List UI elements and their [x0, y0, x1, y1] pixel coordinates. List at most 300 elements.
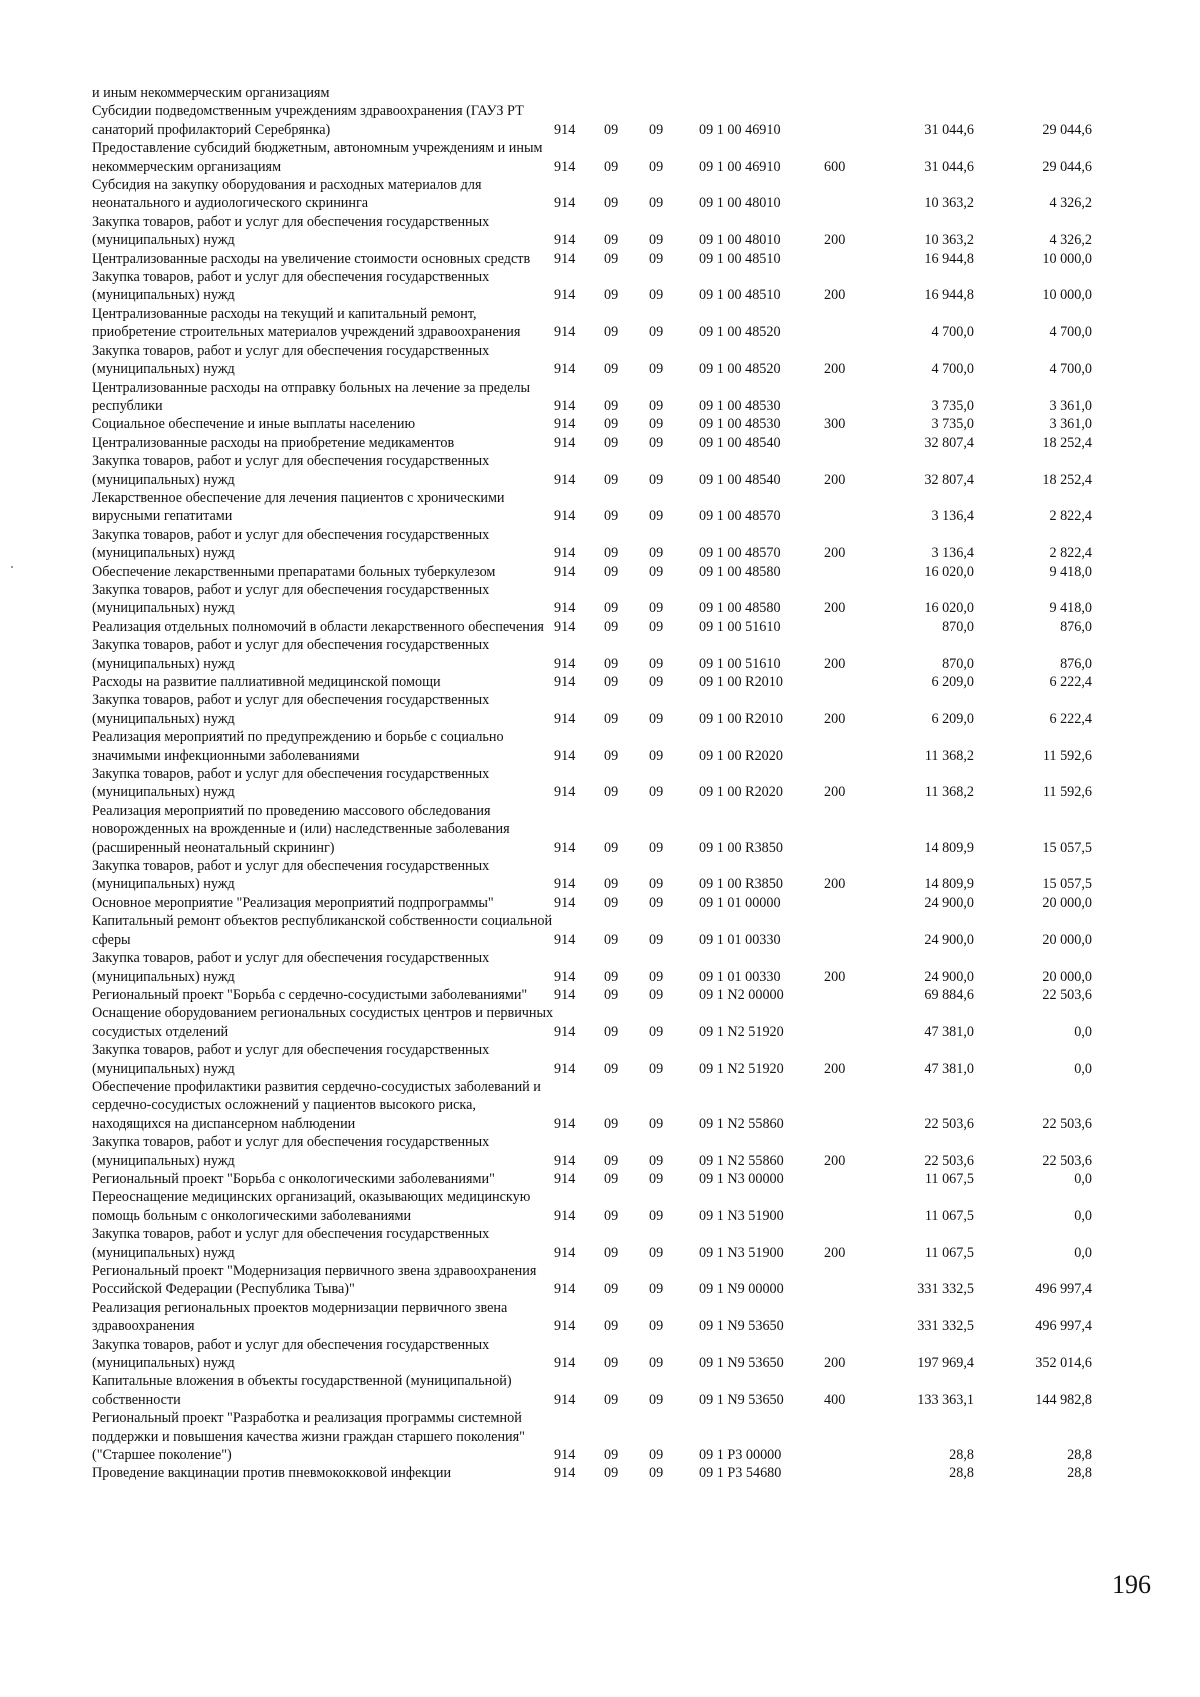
amount-year-2: 496 997,4: [1035, 1318, 1092, 1335]
ved-code: 914: [554, 1170, 576, 1187]
amount-year-1: 3 136,4: [931, 508, 974, 525]
amount-year-2: 0,0: [1074, 1244, 1092, 1261]
section-code: 09: [604, 710, 619, 727]
table-row: [92, 1299, 1092, 1336]
amount-year-2: 28,8: [1067, 1465, 1092, 1482]
expense-type-code: [824, 673, 864, 691]
expense-type-code: [824, 434, 864, 452]
target-article-code: 09 1 N9 53650: [699, 1318, 784, 1335]
row-name: Лекарственное обеспечение для лечения пациентов с хроническими вирусными гепатитами: [92, 489, 505, 525]
amount-year-1: 14 809,9: [924, 839, 974, 856]
expense-type-code: 200: [824, 1152, 846, 1169]
row-name: Реализация мероприятий по предупреждению и борьбе с социально значимыми инфекционными заболеваниями: [92, 729, 504, 764]
subsection-code: 09: [649, 121, 664, 138]
target-article-code: 09 1 00 R2010: [699, 710, 783, 727]
ved-code: 914: [554, 600, 576, 617]
subsection-code: 09: [649, 894, 664, 911]
amount-year-2: 15 057,5: [1042, 839, 1092, 856]
ved-code: 914: [554, 710, 576, 727]
table-row: [92, 102, 1092, 139]
table-row: [92, 268, 1092, 305]
scan-speck: [11, 566, 13, 568]
section-code: 09: [604, 287, 619, 304]
table-row: [92, 305, 1092, 342]
expense-type-code: 200: [824, 876, 846, 893]
row-name: Централизованные расходы на увеличение стоимости основных средств: [92, 250, 531, 267]
section-code: 09: [604, 324, 619, 341]
section-code: 09: [604, 1115, 619, 1132]
amount-year-2: 496 997,4: [1035, 1281, 1092, 1298]
section-code: 09: [604, 747, 619, 764]
ved-code: 914: [554, 1447, 576, 1464]
target-article-code: 09 1 00 48580: [699, 563, 781, 580]
amount-year-1: 69 884,6: [924, 986, 974, 1003]
subsection-code: 09: [649, 839, 664, 856]
subsection-code: 09: [649, 1318, 664, 1335]
amount-year-1: 6 209,0: [931, 674, 974, 690]
table-row: [92, 379, 1092, 416]
subsection-code: 09: [649, 1060, 664, 1077]
amount-year-1: 11 067,5: [924, 1244, 974, 1261]
expense-type-code: [824, 912, 864, 949]
amount-year-2: 10 000,0: [1042, 250, 1092, 267]
row-name: Закупка товаров, работ и услуг для обеспечения государственных (муниципальных) нужд: [92, 766, 490, 801]
table-body: [92, 84, 1092, 1483]
ved-code: 914: [554, 508, 576, 525]
amount-year-1: 11 368,2: [924, 784, 974, 801]
target-article-code: [699, 84, 824, 102]
table-row: [92, 912, 1092, 949]
expense-type-code: 200: [824, 710, 846, 727]
subsection-code: 09: [649, 784, 664, 801]
amount-year-1: 22 503,6: [924, 1115, 974, 1132]
table-row: [92, 342, 1092, 379]
expense-type-code: [824, 379, 864, 416]
subsection-code: 09: [649, 931, 664, 948]
section-code: 09: [604, 1355, 619, 1372]
table-row: [92, 618, 1092, 636]
ved-code: 914: [554, 545, 576, 562]
section-code: 09: [604, 361, 619, 378]
ved-code: 914: [554, 876, 576, 893]
ved-code: 914: [554, 434, 576, 451]
target-article-code: 09 1 00 48010: [699, 195, 781, 212]
expense-type-code: [824, 618, 864, 636]
row-name: Закупка товаров, работ и услуг для обеспечения государственных (муниципальных) нужд: [92, 269, 490, 304]
expense-type-code: 600: [824, 158, 846, 175]
section-code: 09: [604, 397, 619, 414]
row-name: Региональный проект "Модернизация первичного звена здравоохранения Российской Федерации (Республика Тыва)": [92, 1263, 537, 1298]
amount-year-1: 24 900,0: [924, 894, 974, 911]
table-row: [92, 452, 1092, 489]
table-row: [92, 1409, 1092, 1464]
amount-year-1: 16 944,8: [924, 250, 974, 267]
table-row: [92, 691, 1092, 728]
target-article-code: 09 1 P3 54680: [699, 1465, 782, 1482]
expense-type-code: [824, 1299, 864, 1336]
row-name: Реализация мероприятий по проведению массового обследования новорожденных на врожденные и (или) наследственные заболевания (расширенный неонатальный скрининг): [92, 802, 510, 856]
subsection-code: 09: [649, 655, 664, 672]
table-row: [92, 84, 1092, 102]
ved-code: 914: [554, 674, 576, 690]
subsection-code: 09: [649, 1207, 664, 1224]
table-row: [92, 176, 1092, 213]
table-row: [92, 563, 1092, 581]
table-row: [92, 1464, 1092, 1482]
section-code: 09: [604, 563, 619, 580]
amount-year-2: [974, 84, 1092, 102]
subsection-code: 09: [649, 545, 664, 562]
target-article-code: 09 1 00 R2020: [699, 747, 783, 764]
table-row: [92, 213, 1092, 250]
section-code: 09: [604, 508, 619, 525]
amount-year-2: 876,0: [1060, 655, 1092, 672]
amount-year-2: 18 252,4: [1042, 434, 1092, 451]
table-row: [92, 986, 1092, 1004]
amount-year-2: 876,0: [1060, 618, 1092, 635]
expense-type-code: [824, 1004, 864, 1041]
ved-code: 914: [554, 1281, 576, 1298]
ved-code: 914: [554, 397, 576, 414]
amount-year-2: 6 222,4: [1049, 674, 1092, 690]
row-name: Региональный проект "Борьба с сердечно-сосудистыми заболеваниями": [92, 986, 528, 1003]
row-name: Закупка товаров, работ и услуг для обеспечения государственных (муниципальных) нужд: [92, 213, 490, 249]
amount-year-2: 22 503,6: [1042, 1152, 1092, 1169]
section-code: 09: [604, 931, 619, 948]
expense-type-code: 200: [824, 1244, 846, 1261]
subsection-code: 09: [649, 563, 664, 580]
expense-type-code: 200: [824, 600, 846, 617]
row-name: Закупка товаров, работ и услуг для обеспечения государственных (муниципальных) нужд: [92, 342, 490, 378]
ved-code: 914: [554, 1023, 576, 1040]
ved-code: 914: [554, 655, 576, 672]
row-name: Закупка товаров, работ и услуг для обеспечения государственных (муниципальных) нужд: [92, 858, 490, 893]
ved-code: 914: [554, 563, 576, 580]
amount-year-1: 4 700,0: [931, 324, 974, 341]
subsection-code: 09: [649, 1170, 664, 1187]
ved-code: 914: [554, 784, 576, 801]
target-article-code: 09 1 N3 00000: [699, 1170, 784, 1187]
subsection-code: 09: [649, 600, 664, 617]
ved-code: [554, 84, 604, 102]
subsection-code: 09: [649, 471, 664, 488]
ved-code: 914: [554, 839, 576, 856]
ved-code: 914: [554, 250, 576, 267]
subsection-code: 09: [649, 876, 664, 893]
ved-code: 914: [554, 471, 576, 488]
section-code: 09: [604, 158, 619, 175]
row-name: Закупка товаров, работ и услуг для обеспечения государственных (муниципальных) нужд: [92, 453, 490, 488]
ved-code: 914: [554, 195, 576, 212]
expense-type-code: 200: [824, 545, 846, 562]
row-name: Закупка товаров, работ и услуг для обеспечения государственных (муниципальных) нужд: [92, 692, 490, 727]
subsection-code: 09: [649, 747, 664, 764]
expense-type-code: 200: [824, 471, 846, 488]
table-row: [92, 857, 1092, 894]
expense-type-code: [824, 489, 864, 526]
subsection-code: 09: [649, 361, 664, 378]
amount-year-1: 31 044,6: [924, 158, 974, 175]
target-article-code: 09 1 N9 53650: [699, 1391, 784, 1408]
table-row: [92, 434, 1092, 452]
ved-code: 914: [554, 1318, 576, 1335]
amount-year-2: 0,0: [1074, 1170, 1092, 1187]
subsection-code: 09: [649, 397, 664, 414]
row-name: Субсидии подведомственным учреждениям здравоохранения (ГАУЗ РТ санаторий профилакторий Серебрянка): [92, 103, 524, 138]
subsection-code: 09: [649, 158, 664, 175]
target-article-code: 09 1 N9 53650: [699, 1355, 784, 1372]
amount-year-2: 29 044,6: [1042, 121, 1092, 138]
expense-type-code: [824, 102, 864, 139]
amount-year-1: 331 332,5: [917, 1318, 974, 1335]
section-code: 09: [604, 674, 619, 690]
amount-year-2: 11 592,6: [1042, 784, 1092, 801]
expense-type-code: [824, 986, 864, 1004]
table-row: [92, 949, 1092, 986]
row-name: Реализация региональных проектов модернизации первичного звена здравоохранения: [92, 1299, 508, 1335]
subsection-code: 09: [649, 968, 664, 985]
expense-type-code: [824, 176, 864, 213]
amount-year-2: 0,0: [1074, 1207, 1092, 1224]
target-article-code: 09 1 00 48570: [699, 508, 781, 525]
amount-year-2: 3 361,0: [1049, 416, 1092, 433]
subsection-code: 09: [649, 674, 664, 690]
section-code: 09: [604, 784, 619, 801]
expense-type-code: [824, 305, 864, 342]
subsection-code: 09: [649, 250, 664, 267]
table-row: [92, 250, 1092, 268]
section-code: 09: [604, 545, 619, 562]
ved-code: 914: [554, 618, 576, 635]
ved-code: 914: [554, 1391, 576, 1408]
subsection-code: 09: [649, 618, 664, 635]
expense-type-code: 200: [824, 655, 846, 672]
amount-year-2: 0,0: [1074, 1023, 1092, 1040]
subsection-code: 09: [649, 1023, 664, 1040]
amount-year-1: 22 503,6: [924, 1152, 974, 1169]
ved-code: 914: [554, 287, 576, 304]
ved-code: 914: [554, 1060, 576, 1077]
target-article-code: 09 1 00 48510: [699, 250, 781, 267]
amount-year-1: 28,8: [949, 1465, 974, 1482]
ved-code: 914: [554, 324, 576, 341]
amount-year-2: 11 592,6: [1042, 747, 1092, 764]
budget-table: [92, 84, 1092, 1483]
amount-year-2: 22 503,6: [1042, 1115, 1092, 1132]
amount-year-2: 15 057,5: [1042, 876, 1092, 893]
table-row: [92, 1133, 1092, 1170]
ved-code: 914: [554, 894, 576, 911]
table-row: [92, 636, 1092, 673]
expense-type-code: [824, 1464, 864, 1482]
section-code: 09: [604, 618, 619, 635]
amount-year-2: 9 418,0: [1049, 563, 1092, 580]
row-name: Предоставление субсидий бюджетным, автономным учреждениям и иным некоммерческим организациям: [92, 140, 543, 175]
section-code: 09: [604, 1281, 619, 1298]
section-code: 09: [604, 416, 619, 433]
target-article-code: 09 1 N2 00000: [699, 986, 784, 1003]
amount-year-1: 11 067,5: [924, 1207, 974, 1224]
row-name: Закупка товаров, работ и услуг для обеспечения государственных (муниципальных) нужд: [92, 581, 490, 617]
section-code: 09: [604, 1207, 619, 1224]
row-name: Капитальные вложения в объекты государственной (муниципальной) собственности: [92, 1373, 512, 1408]
section-code: 09: [604, 1152, 619, 1169]
amount-year-2: 4 700,0: [1049, 361, 1092, 378]
row-name: Обеспечение лекарственными препаратами больных туберкулезом: [92, 563, 496, 580]
target-article-code: 09 1 00 R2010: [699, 674, 783, 690]
target-article-code: 09 1 00 R2020: [699, 784, 783, 801]
row-name: Централизованные расходы на приобретение медикаментов: [92, 434, 455, 451]
table-row: [92, 1372, 1092, 1409]
subsection-code: 09: [649, 508, 664, 525]
table-row: [92, 1004, 1092, 1041]
table-row: [92, 1078, 1092, 1133]
amount-year-2: 18 252,4: [1042, 471, 1092, 488]
table-row: [92, 1170, 1092, 1188]
section-code: 09: [604, 655, 619, 672]
amount-year-2: 352 014,6: [1035, 1355, 1092, 1372]
table-row: [92, 1188, 1092, 1225]
target-article-code: 09 1 00 48540: [699, 434, 781, 451]
row-name: Проведение вакцинации против пневмококковой инфекции: [92, 1465, 452, 1482]
amount-year-1: 16 020,0: [924, 600, 974, 617]
target-article-code: 09 1 N3 51900: [699, 1207, 784, 1224]
ved-code: 914: [554, 121, 576, 138]
amount-year-2: 22 503,6: [1042, 986, 1092, 1003]
row-name: Закупка товаров, работ и услуг для обеспечения государственных (муниципальных) нужд: [92, 1042, 490, 1077]
amount-year-2: 28,8: [1067, 1447, 1092, 1464]
row-name: и иным некоммерческим организациям: [92, 85, 330, 101]
table-row: [92, 673, 1092, 691]
row-name: Закупка товаров, работ и услуг для обеспечения государственных (муниципальных) нужд: [92, 1336, 490, 1372]
amount-year-1: 32 807,4: [924, 471, 974, 488]
amount-year-1: 4 700,0: [931, 361, 974, 378]
expense-type-code: [824, 728, 864, 765]
amount-year-2: 20 000,0: [1042, 968, 1092, 985]
section-code: 09: [604, 1244, 619, 1261]
expense-type-code: 200: [824, 784, 846, 801]
target-article-code: 09 1 N2 51920: [699, 1060, 784, 1077]
target-article-code: 09 1 N9 00000: [699, 1281, 784, 1298]
amount-year-1: 24 900,0: [924, 931, 974, 948]
subsection-code: 09: [649, 287, 664, 304]
expense-type-code: [824, 1262, 864, 1299]
table-row: [92, 489, 1092, 526]
target-article-code: 09 1 00 48530: [699, 416, 781, 433]
target-article-code: 09 1 00 48570: [699, 545, 781, 562]
table-row: [92, 1336, 1092, 1373]
amount-year-1: 47 381,0: [924, 1060, 974, 1077]
table-row: [92, 765, 1092, 802]
amount-year-2: 4 326,2: [1049, 195, 1092, 212]
amount-year-2: 3 361,0: [1049, 397, 1092, 414]
target-article-code: 09 1 N2 55860: [699, 1152, 784, 1169]
expense-type-code: [824, 1188, 864, 1225]
subsection-code: 09: [649, 232, 664, 249]
ved-code: 914: [554, 361, 576, 378]
ved-code: 914: [554, 1355, 576, 1372]
section-code: 09: [604, 1170, 619, 1187]
section-code: 09: [604, 232, 619, 249]
amount-year-1: 16 944,8: [924, 287, 974, 304]
subsection-code: 09: [649, 1152, 664, 1169]
expense-type-code: 200: [824, 1355, 846, 1372]
section-code: 09: [604, 250, 619, 267]
amount-year-1: 870,0: [942, 655, 974, 672]
amount-year-1: 24 900,0: [924, 968, 974, 985]
row-name: Социальное обеспечение и иные выплаты населению: [92, 416, 416, 433]
section-code: 09: [604, 986, 619, 1003]
target-article-code: 09 1 00 51610: [699, 655, 781, 672]
section-code: 09: [604, 434, 619, 451]
table-row: [92, 415, 1092, 433]
target-article-code: 09 1 01 00330: [699, 968, 781, 985]
target-article-code: 09 1 01 00000: [699, 894, 781, 911]
subsection-code: 09: [649, 434, 664, 451]
ved-code: 914: [554, 416, 576, 433]
ved-code: 914: [554, 158, 576, 175]
table-row: [92, 139, 1092, 176]
target-article-code: 09 1 00 46910: [699, 158, 781, 175]
row-name: Закупка товаров, работ и услуг для обеспечения государственных (муниципальных) нужд: [92, 950, 490, 985]
target-article-code: 09 1 00 R3850: [699, 876, 783, 893]
target-article-code: 09 1 00 48510: [699, 287, 781, 304]
amount-year-2: 20 000,0: [1042, 894, 1092, 911]
expense-type-code: 200: [824, 232, 846, 249]
amount-year-1: 16 020,0: [924, 563, 974, 580]
ved-code: 914: [554, 1244, 576, 1261]
target-article-code: 09 1 00 48580: [699, 600, 781, 617]
ved-code: 914: [554, 1115, 576, 1132]
subsection-code: 09: [649, 324, 664, 341]
ved-code: 914: [554, 931, 576, 948]
expense-type-code: [824, 1170, 864, 1188]
row-name: Основное мероприятие "Реализация мероприятий подпрограммы": [92, 894, 494, 911]
amount-year-2: 4 700,0: [1049, 324, 1092, 341]
row-name: Обеспечение профилактики развития сердечно-сосудистых заболеваний и сердечно-сосудистых осложнений у пациентов высокого риска, находящихся на диспансерном наблюдении: [92, 1078, 541, 1132]
amount-year-1: 31 044,6: [924, 121, 974, 138]
target-article-code: 09 1 01 00330: [699, 931, 781, 948]
amount-year-1: 331 332,5: [917, 1281, 974, 1298]
target-article-code: 09 1 00 48520: [699, 361, 781, 378]
section-code: 09: [604, 1465, 619, 1482]
section-code: 09: [604, 1391, 619, 1408]
expense-type-code: 300: [824, 416, 846, 433]
table-row: [92, 728, 1092, 765]
expense-type-code: [824, 894, 864, 912]
amount-year-2: 4 326,2: [1049, 232, 1092, 249]
target-article-code: 09 1 00 46910: [699, 121, 781, 138]
target-article-code: 09 1 N3 51900: [699, 1244, 784, 1261]
table-row: [92, 802, 1092, 857]
amount-year-1: 14 809,9: [924, 876, 974, 893]
expense-type-code: [824, 802, 864, 857]
target-article-code: 09 1 00 48540: [699, 471, 781, 488]
expense-type-code: [824, 1409, 864, 1464]
table-row: [92, 1225, 1092, 1262]
subsection-code: 09: [649, 710, 664, 727]
section-code: 09: [604, 1060, 619, 1077]
ved-code: 914: [554, 968, 576, 985]
row-name: Реализация отдельных полномочий в области лекарственного обеспечения: [92, 618, 544, 635]
row-name: Региональный проект "Разработка и реализация программы системной поддержки и повышения качества жизни граждан старшего поколения" ("Старшее поколение"): [92, 1410, 525, 1464]
row-name: Закупка товаров, работ и услуг для обеспечения государственных (муниципальных) нужд: [92, 1134, 490, 1169]
row-name: Расходы на развитие паллиативной медицинской помощи: [92, 674, 441, 690]
amount-year-1: 133 363,1: [917, 1391, 974, 1408]
expense-type-code: 200: [824, 1060, 846, 1077]
expense-type-code: [824, 84, 864, 102]
section-code: 09: [604, 471, 619, 488]
